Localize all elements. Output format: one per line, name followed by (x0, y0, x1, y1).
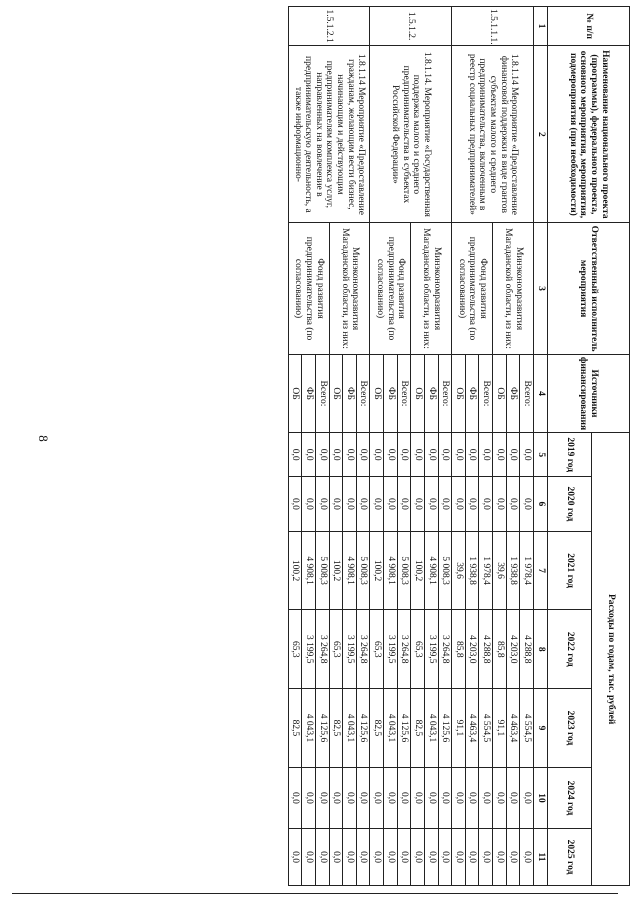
value-cell: 0,0 (288, 767, 302, 828)
value-cell: 0,0 (302, 477, 316, 532)
value-cell: 0,0 (302, 433, 316, 477)
value-cell: 0,0 (316, 767, 330, 828)
header-year: 2021 год (548, 531, 592, 610)
responsible-name: Минэкономразвития Магаданской области, из них: (493, 223, 534, 354)
value-cell: 39,6 (493, 531, 507, 610)
header-year: 2025 год (548, 829, 592, 886)
value-cell: 4 554,5 (479, 689, 493, 768)
value-cell: 4 043,1 (384, 689, 398, 768)
value-cell: 0,0 (506, 829, 520, 886)
value-cell: 39,6 (452, 531, 466, 610)
header-year: 2019 год (548, 433, 592, 477)
source-label: ФБ (343, 354, 357, 433)
table-row (356, 7, 370, 886)
value-cell: 0,0 (411, 829, 425, 886)
value-cell: 5 008,3 (356, 531, 370, 610)
value-cell: 0,0 (493, 767, 507, 828)
header-source: Источники финансирования (548, 354, 630, 433)
value-cell: 5 008,3 (316, 531, 330, 610)
value-cell: 0,0 (438, 433, 452, 477)
value-cell: 4 125,6 (397, 689, 411, 768)
column-number: 6 (534, 477, 548, 532)
value-cell: 4 463,4 (506, 689, 520, 768)
header-year: 2023 год (548, 689, 592, 768)
value-cell: 100,2 (411, 531, 425, 610)
source-label: ОБ (411, 354, 425, 433)
value-cell: 0,0 (520, 433, 534, 477)
value-cell: 3 199,5 (343, 610, 357, 689)
value-cell: 3 199,5 (384, 610, 398, 689)
responsible-name: Фонд развития предпринимательства (по согласованию) (370, 223, 411, 354)
value-cell: 0,0 (343, 477, 357, 532)
value-cell: 0,0 (465, 829, 479, 886)
value-cell: 4 288,8 (479, 610, 493, 689)
value-cell: 4 125,6 (356, 689, 370, 768)
source-label: ФБ (465, 354, 479, 433)
value-cell: 0,0 (520, 477, 534, 532)
header-responsible: Ответственный исполнитель мероприятия (548, 223, 630, 354)
column-numbers-row (534, 7, 548, 886)
value-cell: 65,3 (370, 610, 384, 689)
value-cell: 0,0 (288, 477, 302, 532)
row-number: 1.5.1.2. (370, 7, 452, 46)
value-cell: 0,0 (411, 767, 425, 828)
value-cell: 0,0 (425, 433, 439, 477)
value-cell: 0,0 (316, 477, 330, 532)
value-cell: 4 908,1 (302, 531, 316, 610)
value-cell: 82,5 (288, 689, 302, 768)
value-cell: 0,0 (438, 829, 452, 886)
header-year: 2024 год (548, 767, 592, 828)
column-number: 8 (534, 610, 548, 689)
value-cell: 0,0 (329, 767, 343, 828)
source-label: Всего: (438, 354, 452, 433)
value-cell: 4 908,1 (425, 531, 439, 610)
row-number: 1.5.1.1.1. (452, 7, 534, 46)
header-n: № п/п (548, 7, 630, 46)
value-cell: 0,0 (356, 829, 370, 886)
source-label: Всего: (479, 354, 493, 433)
column-number: 5 (534, 433, 548, 477)
column-number: 10 (534, 767, 548, 828)
value-cell: 0,0 (452, 477, 466, 532)
value-cell: 3 264,8 (356, 610, 370, 689)
value-cell: 4 908,1 (384, 531, 398, 610)
header-name: Наименование национального проекта (программы), федерального проекта, основного мероприятия, мероприятия, подмероприятия (при необходимости) (548, 46, 630, 223)
header-expenses: Расходы по годам, тыс. рублей (592, 433, 630, 886)
value-cell: 0,0 (397, 433, 411, 477)
value-cell: 85,8 (493, 610, 507, 689)
value-cell: 4 908,1 (343, 531, 357, 610)
measure-name: 1.8.1.14 Мероприятие «Предоставление гражданам, желающим вести бизнес, начинающим и действующим предпринимателям комплекса услуг, направленных на вовлечение в предпринимательскую деятельность, а также информационно- (288, 46, 370, 223)
value-cell: 0,0 (479, 477, 493, 532)
value-cell: 0,0 (343, 433, 357, 477)
value-cell: 0,0 (384, 477, 398, 532)
value-cell: 0,0 (343, 767, 357, 828)
value-cell: 0,0 (384, 767, 398, 828)
value-cell: 0,0 (302, 767, 316, 828)
value-cell: 0,0 (479, 829, 493, 886)
responsible-name: Фонд развития предпринимательства (по согласованию) (452, 223, 493, 354)
column-number: 1 (534, 7, 548, 46)
value-cell: 0,0 (288, 433, 302, 477)
value-cell: 0,0 (452, 433, 466, 477)
value-cell: 0,0 (452, 767, 466, 828)
value-cell: 0,0 (438, 767, 452, 828)
value-cell: 0,0 (302, 829, 316, 886)
value-cell: 1 978,4 (479, 531, 493, 610)
source-label: ФБ (302, 354, 316, 433)
value-cell: 0,0 (506, 433, 520, 477)
value-cell: 0,0 (520, 829, 534, 886)
value-cell: 4 043,1 (425, 689, 439, 768)
table-header (534, 7, 630, 886)
value-cell: 0,0 (397, 829, 411, 886)
source-label: ФБ (506, 354, 520, 433)
value-cell: 0,0 (520, 767, 534, 828)
source-label: ОБ (370, 354, 384, 433)
value-cell: 4 125,6 (316, 689, 330, 768)
value-cell: 65,3 (329, 610, 343, 689)
value-cell: 4 043,1 (302, 689, 316, 768)
column-number: 11 (534, 829, 548, 886)
value-cell: 0,0 (438, 477, 452, 532)
column-number: 9 (534, 689, 548, 768)
table-row (438, 7, 452, 886)
value-cell: 0,0 (479, 433, 493, 477)
source-label: Всего: (520, 354, 534, 433)
value-cell: 4 203,0 (465, 610, 479, 689)
value-cell: 5 008,3 (397, 531, 411, 610)
value-cell: 0,0 (479, 767, 493, 828)
value-cell: 4 203,0 (506, 610, 520, 689)
source-label: Всего: (397, 354, 411, 433)
value-cell: 0,0 (343, 829, 357, 886)
value-cell: 0,0 (356, 477, 370, 532)
value-cell: 4 125,6 (438, 689, 452, 768)
source-label: ОБ (329, 354, 343, 433)
source-label: ОБ (452, 354, 466, 433)
value-cell: 91,1 (452, 689, 466, 768)
value-cell: 0,0 (425, 477, 439, 532)
value-cell: 65,3 (411, 610, 425, 689)
value-cell: 100,2 (370, 531, 384, 610)
value-cell: 0,0 (370, 767, 384, 828)
value-cell: 100,2 (288, 531, 302, 610)
responsible-name: Минэкономразвития Магаданской области, из них: (411, 223, 452, 354)
value-cell: 0,0 (493, 829, 507, 886)
responsible-name: Фонд развития предпринимательства (по согласованию) (288, 223, 329, 354)
value-cell: 0,0 (316, 829, 330, 886)
value-cell: 1 938,8 (465, 531, 479, 610)
value-cell: 5 008,3 (438, 531, 452, 610)
value-cell: 4 463,4 (465, 689, 479, 768)
column-number: 7 (534, 531, 548, 610)
value-cell: 82,5 (370, 689, 384, 768)
value-cell: 0,0 (384, 433, 398, 477)
column-number: 4 (534, 354, 548, 433)
value-cell: 4 043,1 (343, 689, 357, 768)
value-cell: 0,0 (411, 433, 425, 477)
value-cell: 82,5 (329, 689, 343, 768)
source-label: Всего: (316, 354, 330, 433)
value-cell: 100,2 (329, 531, 343, 610)
value-cell: 0,0 (397, 477, 411, 532)
value-cell: 3 264,8 (397, 610, 411, 689)
value-cell: 0,0 (370, 829, 384, 886)
value-cell: 0,0 (329, 829, 343, 886)
value-cell: 85,8 (452, 610, 466, 689)
value-cell: 0,0 (506, 767, 520, 828)
value-cell: 0,0 (384, 829, 398, 886)
value-cell: 3 199,5 (302, 610, 316, 689)
value-cell: 0,0 (356, 767, 370, 828)
value-cell: 0,0 (329, 477, 343, 532)
measure-name: 1.8.1.14 Мероприятие «Предоставление финансовой поддержки в виде грантов субъектам малого и среднего предпринимательства, включенным в реестр социальных предпринимателей» (452, 46, 534, 223)
value-cell: 0,0 (288, 829, 302, 886)
value-cell: 1 938,8 (506, 531, 520, 610)
value-cell: 0,0 (506, 477, 520, 532)
value-cell: 1 978,4 (520, 531, 534, 610)
value-cell: 0,0 (465, 477, 479, 532)
value-cell: 3 199,5 (425, 610, 439, 689)
value-cell: 65,3 (288, 610, 302, 689)
value-cell: 0,0 (465, 767, 479, 828)
page-number: 8 (35, 435, 51, 442)
value-cell: 0,0 (411, 477, 425, 532)
value-cell: 4 554,5 (520, 689, 534, 768)
measure-name: 1.8.1.14. Мероприятие «Государственная поддержка малого и среднего предпринимательства в субъектах Российской Федерации» (370, 46, 452, 223)
row-number: 1.5.1.2.1 (288, 7, 370, 46)
value-cell: 0,0 (452, 829, 466, 886)
source-label: ФБ (425, 354, 439, 433)
column-number: 3 (534, 223, 548, 354)
header-year: 2020 год (548, 477, 592, 532)
value-cell: 82,5 (411, 689, 425, 768)
column-number: 2 (534, 46, 548, 223)
value-cell: 91,1 (493, 689, 507, 768)
table-row (520, 7, 534, 886)
value-cell: 3 264,8 (438, 610, 452, 689)
table-body (288, 7, 533, 886)
header-year: 2022 год (548, 610, 592, 689)
source-label: ФБ (384, 354, 398, 433)
responsible-name: Минэкономразвития Магаданской области, из них: (329, 223, 370, 354)
value-cell: 0,0 (493, 433, 507, 477)
value-cell: 0,0 (465, 433, 479, 477)
value-cell: 0,0 (316, 433, 330, 477)
source-label: ОБ (288, 354, 302, 433)
value-cell: 0,0 (425, 829, 439, 886)
source-label: Всего: (356, 354, 370, 433)
value-cell: 0,0 (370, 477, 384, 532)
value-cell: 0,0 (425, 767, 439, 828)
value-cell: 0,0 (370, 433, 384, 477)
value-cell: 4 288,8 (520, 610, 534, 689)
bottom-divider (12, 893, 618, 894)
value-cell: 0,0 (493, 477, 507, 532)
financing-table (288, 6, 630, 886)
value-cell: 3 264,8 (316, 610, 330, 689)
value-cell: 0,0 (397, 767, 411, 828)
value-cell: 0,0 (356, 433, 370, 477)
source-label: ОБ (493, 354, 507, 433)
value-cell: 0,0 (329, 433, 343, 477)
